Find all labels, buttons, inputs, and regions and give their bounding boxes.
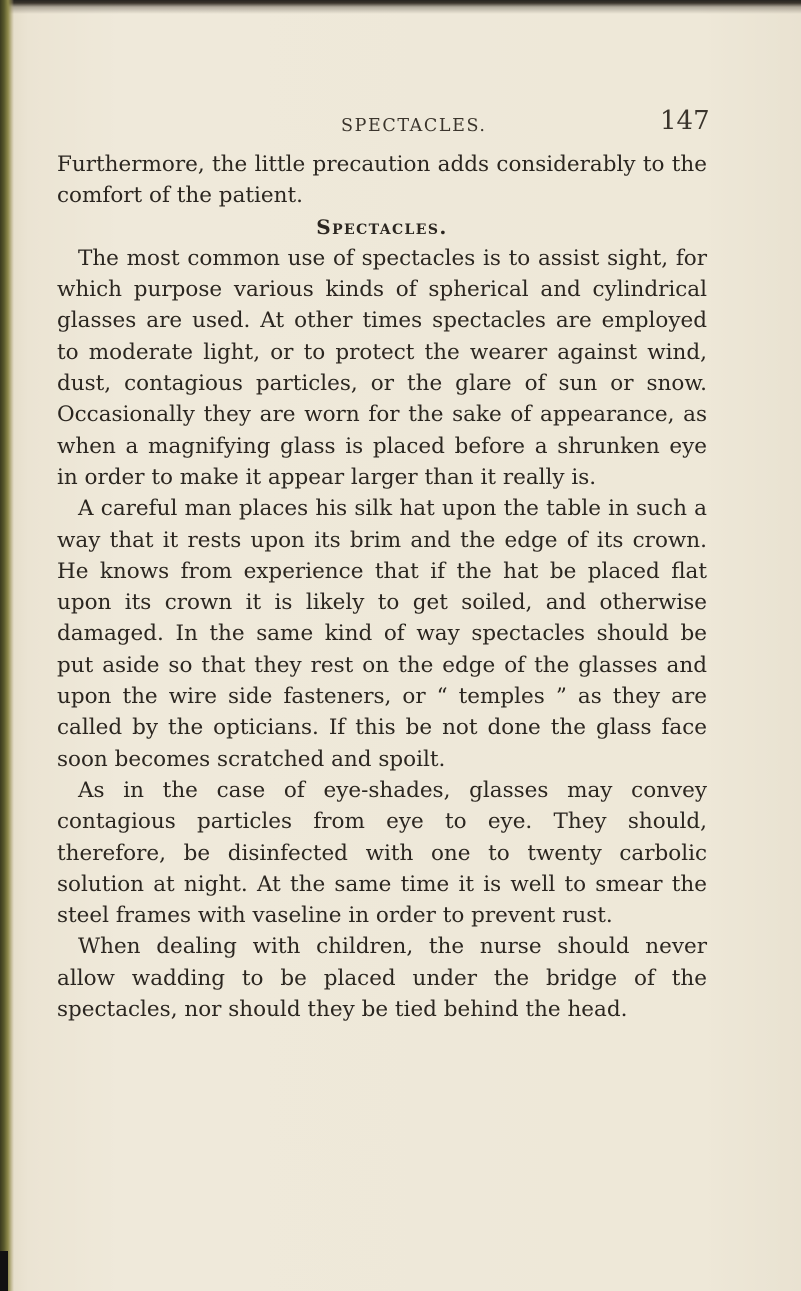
paragraph-children: When dealing with children, the nurse should never allow wadding to be placed under the bridge of the spectacles, nor should they be tied behind the head. — [57, 934, 707, 1023]
book-binding-edge — [0, 0, 14, 1291]
running-head: SPECTACLES. — [341, 116, 487, 136]
paragraph-furthermore: Furthermore, the little precaution adds considerably to the comfort of the patient. — [57, 152, 707, 209]
paragraph-careful-man: A careful man places his silk hat upon the table in such a way that it rests upon its brim and the edge of its crown. He knows from experience that if the hat be placed flat upon its crown it is likely to get soiled, and otherwise damaged. In the same kind of way spectacles should be put aside so that they rest on the edge of the glasses and upon the wire side fasteners, or “ temples ” as they are called by the opticians. If this be not done the glass face soon becomes scratched and spoilt. — [57, 496, 707, 772]
paragraph-common-use: The most common use of spectacles is to assist sight, for which purpose various kinds of spherical and cylindrical glasses are used. At other times spectacles are employed to moderate light, or to protect the wearer against wind, dust, contagious particles, or the glare of sun or snow. Occasionally they are worn for the sake of appearance, as when a magnifying glass is placed before a shrunken eye in order to make it appear larger than it really is. — [57, 245, 707, 490]
page-number: 147 — [660, 106, 710, 136]
page-corner-shadow — [0, 1251, 8, 1291]
page-top-shadow — [0, 0, 801, 14]
paragraph-eye-shades: As in the case of eye-shades, glasses may convey contagious particles from eye to eye. They should, therefore, be disinfected with one to twenty carbolic solution at night. At the same time it is well to smear the steel frames with vaseline in order to prevent rust. — [57, 777, 707, 929]
page-header — [0, 106, 801, 146]
page-body — [57, 149, 707, 1025]
section-heading: Spectacles. — [316, 214, 448, 239]
